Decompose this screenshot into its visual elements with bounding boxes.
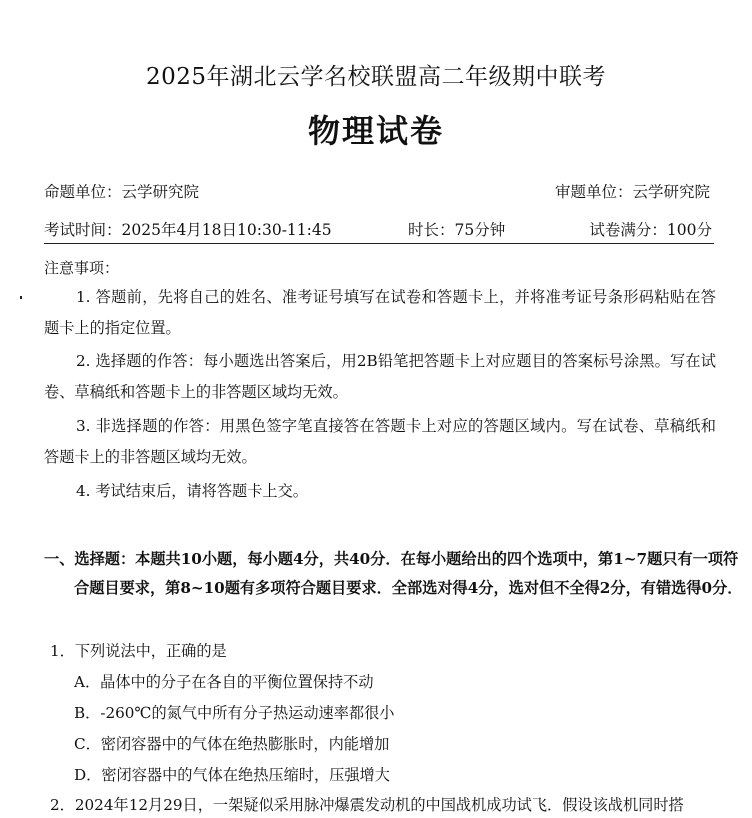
reviewer-unit: 审题单位：云学研究院 xyxy=(554,183,710,201)
question-1-option-d: D．密闭容器中的气体在绝热压缩时，压强增大 xyxy=(74,766,390,784)
note-item-4: 4. 考试结束后，请将答题卡上交。 xyxy=(76,482,308,500)
question-2-stem: 2．2024年12月29日，一架疑似采用脉冲爆震发动机的中国战机成功试飞．假设该战机同时搭 xyxy=(50,796,684,814)
note-item-3: 3. 非选择题的作答：用黑色签字笔直接答在答题卡上对应的答题区域内。写在试卷、草稿纸和答题卡上的非答题区域均无效。 xyxy=(44,417,716,466)
exam-title: 2025年湖北云学名校联盟高二年级期中联考 xyxy=(145,64,607,90)
note-item-2: 2. 选择题的作答：每小题选出答案后，用2B铅笔把答题卡上对应题目的答案标号涂黑。写在试卷、草稿纸和答题卡上的非答题区域均无效。 xyxy=(44,352,716,401)
section-text: 选择题：本题共10小题，每小题4分，共40分．在每小题给出的四个选项中，第1~7题只有一项符合题目要求，第8~10题有多项符合题目要求．全部选对得4分，选对但不全得2分，有错选得0分． xyxy=(74,550,743,597)
question-1-option-c: C．密闭容器中的气体在绝热膨胀时，内能增加 xyxy=(74,735,390,753)
full-score: 试卷满分：100分 xyxy=(589,221,712,239)
note-item-1: 1. 答题前，先将自己的姓名、准考证号填写在试卷和答题卡上，并将准考证号条形码粘贴在答题卡上的指定位置。 xyxy=(44,288,716,337)
notes-heading: 注意事项： xyxy=(44,259,120,277)
section-label: 一、 xyxy=(44,550,75,568)
question-1-option-a: A．晶体中的分子在各自的平衡位置保持不动 xyxy=(74,673,374,691)
question-1-option-b: B．-260℃的氮气中所有分子热运动速率都很小 xyxy=(74,704,395,722)
question-1-stem: 1．下列说法中，正确的是 xyxy=(50,642,227,660)
setter-unit: 命题单位：云学研究院 xyxy=(44,183,200,201)
exam-time: 考试时间：2025年4月18日10:30-11:45 xyxy=(44,221,332,239)
exam-duration: 时长：75分钟 xyxy=(408,221,506,239)
scan-speck xyxy=(20,296,22,299)
paper-subtitle: 物理试卷 xyxy=(307,112,444,150)
section-one-instructions xyxy=(44,545,746,603)
header-divider xyxy=(44,243,714,244)
